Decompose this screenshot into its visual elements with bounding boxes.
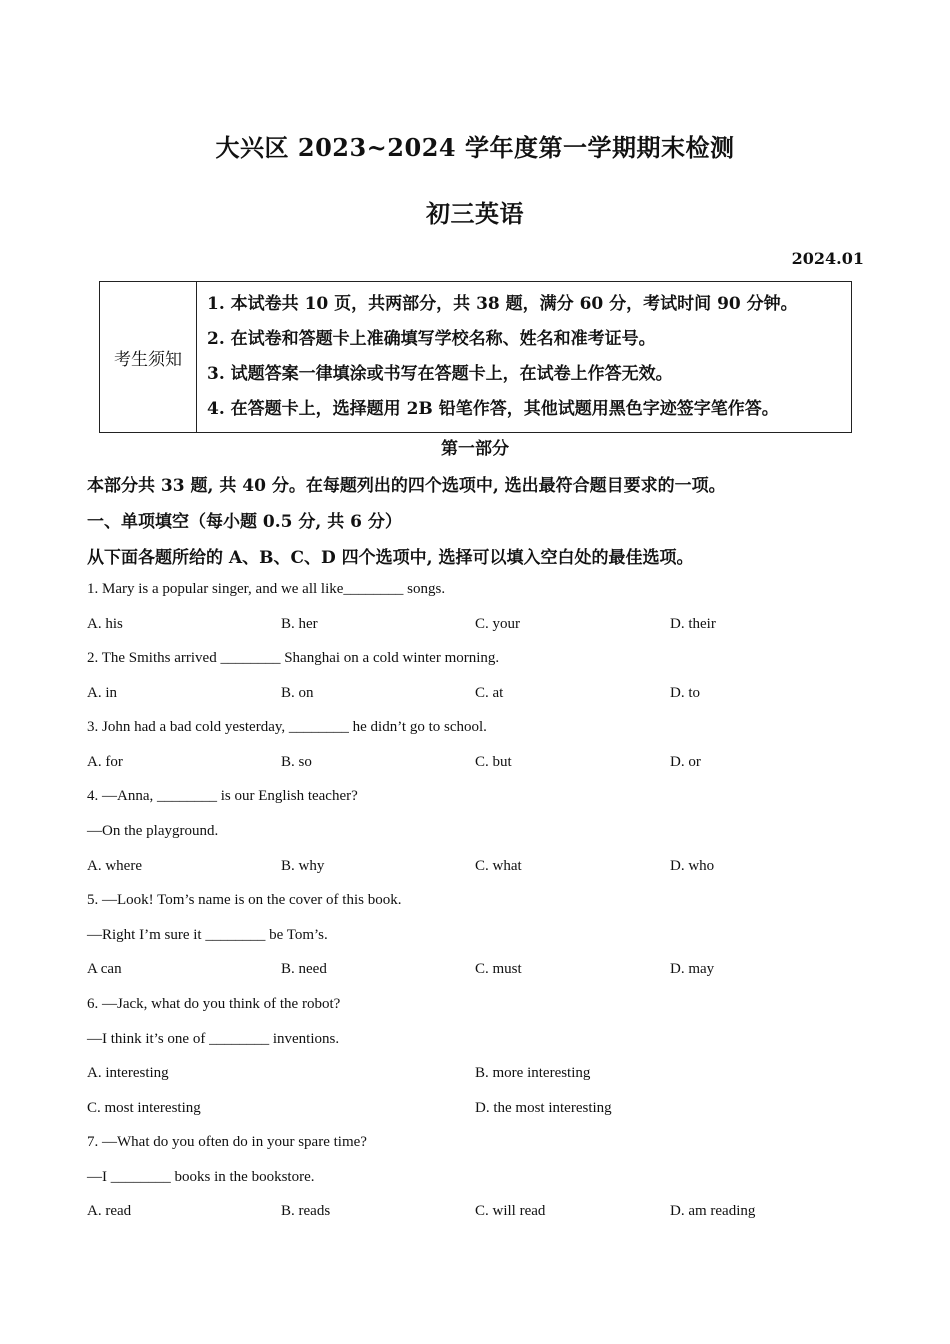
- option-c: C. but: [475, 754, 512, 770]
- question-stem: 5. —Look! Tom’s name is on the cover of this book.: [87, 892, 402, 908]
- option-d: D. their: [670, 616, 716, 632]
- option-d: D. am reading: [670, 1203, 756, 1219]
- option-row: [87, 961, 867, 983]
- section-instruction: 从下面各题所给的 A、B、C、D 四个选项中, 选择可以填入空白处的最佳选项。: [87, 548, 694, 568]
- option-a: A. interesting: [87, 1065, 169, 1081]
- option-b: B. so: [281, 754, 312, 770]
- candidate-notice-table: [99, 281, 852, 433]
- section-title: 一、单项填空（每小题 0.5 分, 共 6 分）: [87, 512, 402, 532]
- option-row: [87, 1065, 867, 1087]
- option-b: B. her: [281, 616, 318, 632]
- question-reply: —I ________ books in the bookstore.: [87, 1169, 315, 1185]
- option-d: D. the most interesting: [475, 1100, 612, 1116]
- question-reply: —On the playground.: [87, 823, 219, 839]
- option-b: B. reads: [281, 1203, 331, 1219]
- option-d: D. or: [670, 754, 701, 770]
- option-a: A. his: [87, 616, 123, 632]
- subject-title: 初三英语: [426, 199, 524, 228]
- option-a: A. for: [87, 754, 123, 770]
- option-row: [87, 754, 867, 776]
- option-c: C. your: [475, 616, 520, 632]
- option-d: D. may: [670, 961, 715, 977]
- option-row: [87, 616, 867, 638]
- option-row: [87, 1203, 867, 1225]
- option-a: A. where: [87, 858, 142, 874]
- question-stem: 1. Mary is a popular singer, and we all like________ songs.: [87, 581, 446, 597]
- notice-label: 考生须知: [100, 282, 197, 433]
- option-b: B. why: [281, 858, 325, 874]
- question-reply: —Right I’m sure it ________ be Tom’s.: [87, 927, 328, 943]
- exam-date: 2024.01: [791, 249, 864, 268]
- option-b: B. on: [281, 685, 314, 701]
- option-c: C. at: [475, 685, 504, 701]
- option-row: [87, 685, 867, 707]
- option-d: D. who: [670, 858, 715, 874]
- option-d: D. to: [670, 685, 700, 701]
- option-a: A. read: [87, 1203, 132, 1219]
- option-c: C. will read: [475, 1203, 546, 1219]
- option-c: C. most interesting: [87, 1100, 201, 1116]
- question-stem: 3. John had a bad cold yesterday, ________ he didn’t go to school.: [87, 719, 487, 735]
- exam-title: 大兴区 2023~2024 学年度第一学期期末检测: [215, 133, 735, 162]
- option-c: C. what: [475, 858, 522, 874]
- option-a: A can: [87, 961, 122, 977]
- option-row: [87, 1100, 867, 1122]
- question-reply: —I think it’s one of ________ inventions.: [87, 1031, 340, 1047]
- notice-items: [197, 282, 852, 433]
- notice-item: 1. 本试卷共 10 页，共两部分，共 38 题，满分 60 分，考试时间 90 分钟。: [207, 294, 798, 314]
- option-row: [87, 858, 867, 880]
- option-b: B. more interesting: [475, 1065, 591, 1081]
- question-stem: 6. —Jack, what do you think of the robot?: [87, 996, 341, 1012]
- part-intro: 本部分共 33 题, 共 40 分。在每题列出的四个选项中, 选出最符合题目要求的一项。: [87, 476, 726, 496]
- option-c: C. must: [475, 961, 522, 977]
- option-a: A. in: [87, 685, 117, 701]
- question-stem: 7. —What do you often do in your spare time?: [87, 1134, 367, 1150]
- question-stem: 4. —Anna, ________ is our English teacher?: [87, 788, 358, 804]
- notice-item: 4. 在答题卡上，选择题用 2B 铅笔作答，其他试题用黑色字迹签字笔作答。: [207, 399, 779, 419]
- part-heading: 第一部分: [441, 439, 509, 459]
- notice-item: 2. 在试卷和答题卡上准确填写学校名称、姓名和准考证号。: [207, 329, 656, 349]
- option-b: B. need: [281, 961, 327, 977]
- notice-item: 3. 试题答案一律填涂或书写在答题卡上，在试卷上作答无效。: [207, 364, 673, 384]
- question-stem: 2. The Smiths arrived ________ Shanghai on a cold winter morning.: [87, 650, 500, 666]
